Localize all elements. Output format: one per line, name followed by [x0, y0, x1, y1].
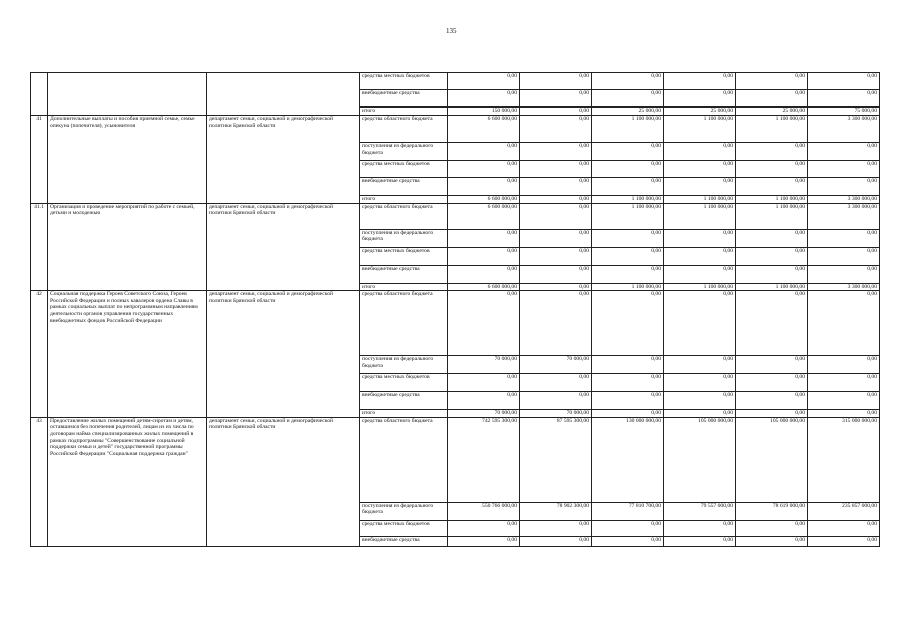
amount-cell: 0,00: [520, 196, 592, 204]
amount-cell: 77 810 700,00: [592, 502, 664, 520]
amount-cell: 1 100 000,00: [592, 196, 664, 204]
funding-source: средства местных бюджетов: [360, 73, 448, 90]
amount-cell: 0,00: [736, 291, 808, 356]
amount-cell: 0,00: [736, 90, 808, 107]
amount-cell: 25 000,00: [592, 108, 664, 116]
amount-cell: 0,00: [664, 265, 736, 283]
amount-cell: 3 300 000,00: [808, 116, 880, 143]
amount-cell: 0,00: [736, 520, 808, 536]
amount-cell: 0,00: [736, 143, 808, 161]
amount-cell: 150 000,00: [448, 108, 520, 116]
amount-cell: 0,00: [448, 265, 520, 283]
amount-cell: 78 902 300,00: [520, 502, 592, 520]
amount-cell: 3 300 000,00: [808, 203, 880, 229]
amount-cell: 78 619 000,00: [736, 502, 808, 520]
amount-cell: 0,00: [808, 520, 880, 536]
amount-cell: 0,00: [736, 161, 808, 178]
funding-source: средства областного бюджета: [360, 116, 448, 143]
amount-cell: 0,00: [664, 520, 736, 536]
amount-cell: 0,00: [664, 73, 736, 90]
funding-source: внебюджетные средства: [360, 536, 448, 546]
amount-cell: 0,00: [808, 229, 880, 247]
amount-cell: 0,00: [448, 143, 520, 161]
amount-cell: 1 100 000,00: [664, 116, 736, 143]
amount-cell: 0,00: [736, 410, 808, 418]
amount-cell: 0,00: [808, 161, 880, 178]
funding-source: итого: [360, 410, 448, 418]
amount-cell: 1 100 000,00: [592, 116, 664, 143]
amount-cell: 0,00: [520, 536, 592, 546]
funding-source: средства областного бюджета: [360, 203, 448, 229]
amount-cell: 0,00: [520, 520, 592, 536]
funding-source: средства местных бюджетов: [360, 520, 448, 536]
funding-source: внебюджетные средства: [360, 178, 448, 196]
funding-source: средства местных бюджетов: [360, 374, 448, 392]
amount-cell: 0,00: [664, 410, 736, 418]
executor: [207, 73, 360, 116]
amount-cell: 0,00: [664, 161, 736, 178]
amount-cell: 0,00: [520, 265, 592, 283]
amount-cell: 0,00: [448, 291, 520, 356]
amount-cell: 0,00: [736, 229, 808, 247]
amount-cell: 0,00: [664, 229, 736, 247]
amount-cell: 0,00: [664, 247, 736, 265]
measure-name: Организация и проведение мероприятий по работе с семьей, детьми и молодежью: [48, 203, 207, 291]
amount-cell: 105 000 000,00: [736, 417, 808, 502]
amount-cell: 0,00: [664, 291, 736, 356]
amount-cell: 0,00: [448, 73, 520, 90]
amount-cell: 1 100 000,00: [664, 203, 736, 229]
amount-cell: 0,00: [520, 178, 592, 196]
amount-cell: 0,00: [592, 90, 664, 107]
amount-cell: 0,00: [736, 73, 808, 90]
funding-source: поступления из федерального бюджета: [360, 229, 448, 247]
amount-cell: 1 100 000,00: [664, 196, 736, 204]
amount-cell: 0,00: [520, 203, 592, 229]
amount-cell: 0,00: [808, 90, 880, 107]
row-number: [31, 73, 48, 116]
amount-cell: 3 300 000,00: [808, 196, 880, 204]
amount-cell: 130 000 000,00: [592, 417, 664, 502]
amount-cell: 0,00: [592, 73, 664, 90]
amount-cell: 0,00: [736, 265, 808, 283]
amount-cell: 0,00: [808, 73, 880, 90]
amount-cell: 0,00: [592, 410, 664, 418]
funding-source: внебюджетные средства: [360, 90, 448, 107]
row-number: 41.1: [31, 203, 48, 291]
amount-cell: 0,00: [520, 283, 592, 291]
amount-cell: 0,00: [520, 108, 592, 116]
executor: департамент семьи, социальной и демографической политики Брянской области: [207, 116, 360, 204]
amount-cell: 0,00: [808, 392, 880, 410]
amount-cell: 0,00: [592, 161, 664, 178]
amount-cell: 0,00: [592, 356, 664, 374]
amount-cell: 0,00: [736, 247, 808, 265]
amount-cell: 235 857 000,00: [808, 502, 880, 520]
measure-name: Социальная поддержка Героев Советского Союза, Героев Российской Федерации и полных кавалеров ордена Славы в рамках социальных выплат по непрограммным направлениям деятельности органов управления государственных внебюджетных фондов Российской Федерации: [48, 291, 207, 418]
amount-cell: 0,00: [520, 392, 592, 410]
amount-cell: 0,00: [808, 178, 880, 196]
funding-source: внебюджетные средства: [360, 392, 448, 410]
amount-cell: 105 000 000,00: [664, 417, 736, 502]
amount-cell: 0,00: [808, 356, 880, 374]
amount-cell: 0,00: [592, 374, 664, 392]
table-row: [31, 73, 880, 90]
amount-cell: 0,00: [736, 392, 808, 410]
amount-cell: 0,00: [448, 374, 520, 392]
amount-cell: 0,00: [664, 90, 736, 107]
amount-cell: 0,00: [592, 143, 664, 161]
amount-cell: 0,00: [448, 392, 520, 410]
amount-cell: 1 100 000,00: [664, 283, 736, 291]
amount-cell: 315 000 000,00: [808, 417, 880, 502]
amount-cell: 6 600 000,00: [448, 203, 520, 229]
amount-cell: 25 000,00: [736, 108, 808, 116]
amount-cell: 0,00: [664, 374, 736, 392]
funding-source: поступления из федерального бюджета: [360, 143, 448, 161]
funding-source: средства местных бюджетов: [360, 247, 448, 265]
amount-cell: 1 100 000,00: [592, 203, 664, 229]
amount-cell: 0,00: [592, 392, 664, 410]
amount-cell: 70 000,00: [520, 410, 592, 418]
row-number: 43: [31, 417, 48, 546]
table-row: [31, 417, 880, 502]
amount-cell: 70 000,00: [520, 356, 592, 374]
amount-cell: 0,00: [448, 161, 520, 178]
amount-cell: 70 000,00: [448, 410, 520, 418]
amount-cell: 0,00: [736, 536, 808, 546]
amount-cell: 0,00: [808, 143, 880, 161]
amount-cell: 0,00: [808, 247, 880, 265]
row-number: 41: [31, 116, 48, 204]
amount-cell: 0,00: [448, 536, 520, 546]
table-row: [31, 116, 880, 143]
funding-source: итого: [360, 283, 448, 291]
amount-cell: 1 100 000,00: [736, 203, 808, 229]
amount-cell: 0,00: [592, 291, 664, 356]
amount-cell: 0,00: [736, 374, 808, 392]
amount-cell: 0,00: [520, 116, 592, 143]
amount-cell: 0,00: [520, 229, 592, 247]
amount-cell: 0,00: [664, 536, 736, 546]
amount-cell: 0,00: [592, 229, 664, 247]
amount-cell: 0,00: [808, 536, 880, 546]
amount-cell: 0,00: [664, 143, 736, 161]
amount-cell: 550 766 000,00: [448, 502, 520, 520]
amount-cell: 0,00: [520, 291, 592, 356]
funding-source: средства местных бюджетов: [360, 161, 448, 178]
amount-cell: 0,00: [736, 356, 808, 374]
amount-cell: 1 100 000,00: [736, 283, 808, 291]
amount-cell: 0,00: [520, 374, 592, 392]
amount-cell: 6 600 000,00: [448, 116, 520, 143]
amount-cell: 0,00: [520, 143, 592, 161]
measure-name: [48, 73, 207, 116]
funding-source: внебюджетные средства: [360, 265, 448, 283]
budget-table: [30, 72, 880, 547]
amount-cell: 87 595 300,00: [520, 417, 592, 502]
amount-cell: 6 600 000,00: [448, 196, 520, 204]
amount-cell: 0,00: [448, 90, 520, 107]
funding-source: поступления из федерального бюджета: [360, 356, 448, 374]
amount-cell: 0,00: [808, 291, 880, 356]
amount-cell: 0,00: [520, 247, 592, 265]
amount-cell: 0,00: [520, 90, 592, 107]
amount-cell: 0,00: [592, 265, 664, 283]
amount-cell: 75 000,00: [808, 108, 880, 116]
amount-cell: 0,00: [736, 178, 808, 196]
amount-cell: 0,00: [448, 520, 520, 536]
executor: департамент семьи, социальной и демографической политики Брянской области: [207, 417, 360, 546]
measure-name: Дополнительные выплаты и пособия приемной семье, семье опекуна (попечителя), усыновителя: [48, 116, 207, 204]
amount-cell: 0,00: [808, 410, 880, 418]
amount-cell: 0,00: [664, 356, 736, 374]
row-number: 42: [31, 291, 48, 418]
amount-cell: 1 100 000,00: [592, 283, 664, 291]
amount-cell: 0,00: [592, 247, 664, 265]
amount-cell: 79 557 000,00: [664, 502, 736, 520]
table-row: [31, 291, 880, 356]
amount-cell: 0,00: [448, 229, 520, 247]
funding-source: итого: [360, 108, 448, 116]
page-number: 135: [446, 27, 457, 35]
amount-cell: 0,00: [592, 536, 664, 546]
amount-cell: 1 100 000,00: [736, 196, 808, 204]
amount-cell: 0,00: [520, 73, 592, 90]
amount-cell: 0,00: [664, 178, 736, 196]
funding-source: средства областного бюджета: [360, 417, 448, 502]
amount-cell: 0,00: [808, 265, 880, 283]
amount-cell: 70 000,00: [448, 356, 520, 374]
amount-cell: 0,00: [592, 520, 664, 536]
amount-cell: 0,00: [520, 161, 592, 178]
amount-cell: 0,00: [664, 392, 736, 410]
amount-cell: 0,00: [448, 178, 520, 196]
amount-cell: 1 100 000,00: [736, 116, 808, 143]
funding-source: итого: [360, 196, 448, 204]
funding-source: поступления из федерального бюджета: [360, 502, 448, 520]
amount-cell: 25 000,00: [664, 108, 736, 116]
amount-cell: 742 595 300,00: [448, 417, 520, 502]
table-row: [31, 203, 880, 229]
amount-cell: 3 300 000,00: [808, 283, 880, 291]
executor: департамент семьи, социальной и демографической политики Брянской области: [207, 291, 360, 418]
measure-name: Предоставление жилых помещений детям-сиротам и детям, оставшимся без попечения родителей, лицам из их числа по договорам найма специализированных жилых помещений в рамках подпрограммы "Совершенствование социальной поддержки семьи и детей" государственной программы Российской Федерации "Социальная поддержка граждан": [48, 417, 207, 546]
amount-cell: 0,00: [592, 178, 664, 196]
funding-source: средства областного бюджета: [360, 291, 448, 356]
amount-cell: 6 600 000,00: [448, 283, 520, 291]
executor: департамент семьи, социальной и демографической политики Брянской области: [207, 203, 360, 291]
amount-cell: 0,00: [448, 247, 520, 265]
amount-cell: 0,00: [808, 374, 880, 392]
